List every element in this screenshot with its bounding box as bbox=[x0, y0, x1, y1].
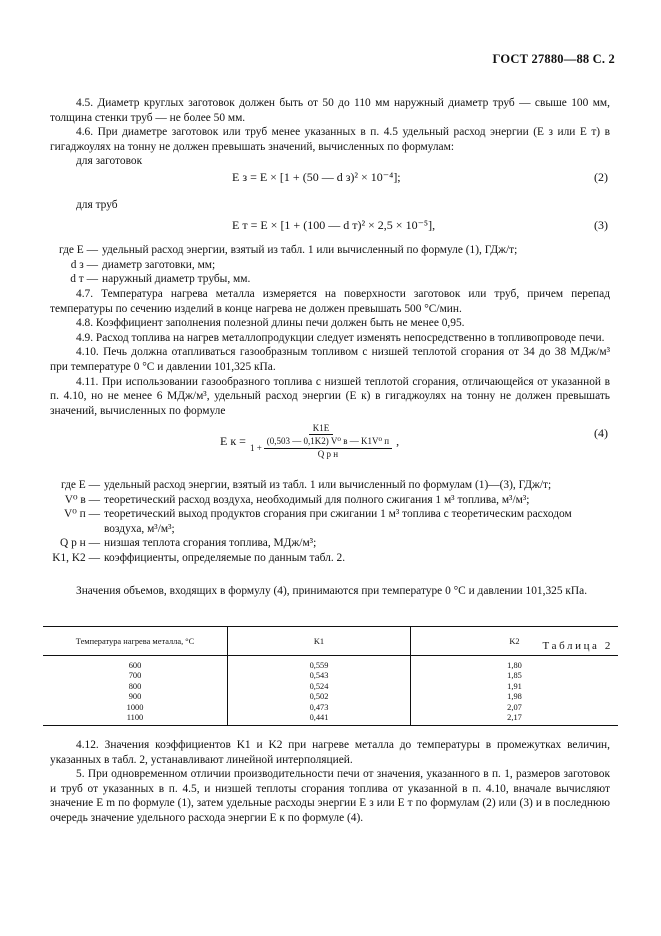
definition-row bbox=[50, 243, 610, 258]
column-header-k1: K1 bbox=[228, 627, 411, 656]
definition-key: V⁰ в — bbox=[64, 493, 100, 506]
definitions-1 bbox=[50, 243, 610, 287]
table-caption: Таблица 2 bbox=[542, 640, 613, 652]
formula-3: E т = E × [1 + (100 — d т)² × 2,5 × 10⁻⁵], bbox=[232, 218, 436, 232]
formula-4-comma: , bbox=[396, 433, 400, 448]
definition-text: теоретический выход продуктов сгорания при сжигании 1 м³ топлива с теоретическим расходом воздуха, м³/м³; bbox=[104, 508, 572, 535]
values-note-block bbox=[50, 584, 610, 599]
definition-text: теоретический расход воздуха, необходимый для полного сжигания 1 м³ топлива, м³/м³; bbox=[104, 493, 530, 506]
table-row bbox=[43, 713, 618, 726]
formula-4-inner-denominator: Q р н bbox=[317, 449, 339, 459]
definition-row bbox=[50, 493, 610, 508]
label-for-pipes-block bbox=[50, 198, 610, 213]
paragraph-4-7: 4.7. Температура нагрева металла измеряется на поверхности заготовок или труб, причем перепад температуры по сечению изделий в конце нагрева не должен превышать 500 °С/мин. bbox=[50, 288, 610, 315]
paragraph-5: 5. При одновременном отличии производительности печи от значения, указанного в п. 1, размеров заготовок и труб от указанных в п. 4.5, и низшей теплоты сгорания топлива от указанной в п. 4.10, вначале вычисляют значение E m по формуле (1), затем удельные расходы энергии E з или E т по формулам (2) или (3) и в последнюю очередь значение удельного расхода энергии E к по формуле (4). bbox=[50, 768, 610, 824]
definition-key: где E — bbox=[59, 244, 98, 256]
table-row bbox=[43, 671, 618, 681]
definition-key: где E — bbox=[61, 479, 100, 491]
definition-key: V⁰ п — bbox=[64, 508, 100, 521]
table-row bbox=[43, 692, 618, 702]
paragraphs-block-2 bbox=[50, 287, 610, 418]
table-row bbox=[43, 682, 618, 692]
label-for-pipes: для труб bbox=[76, 199, 118, 211]
cell-k2: 1,80 bbox=[411, 656, 619, 672]
cell-temperature: 800 bbox=[128, 681, 142, 691]
cell-k1: 0,543 bbox=[228, 671, 411, 681]
cell-temperature: 600 bbox=[128, 661, 142, 670]
definition-key: d з — bbox=[70, 258, 98, 271]
cell-k1: 0,473 bbox=[228, 703, 411, 713]
page-header: ГОСТ 27880—88 С. 2 bbox=[492, 52, 615, 66]
column-header-k2: K2 bbox=[411, 627, 619, 656]
definition-key: K1, K2 — bbox=[52, 551, 100, 564]
table-2 bbox=[43, 626, 618, 726]
formula-2: E з = E × [1 + (50 — d з)² × 10⁻⁴]; bbox=[232, 170, 401, 184]
definition-key: Q р н — bbox=[60, 537, 100, 550]
definition-row bbox=[50, 536, 610, 551]
paragraph-4-5: 4.5. Диаметр круглых заготовок должен быть от 50 до 110 мм наружный диаметр труб — свыше 100 мм, толщина стенки труб — не более 50 мм. bbox=[50, 97, 610, 124]
formula-4-number: (4) bbox=[594, 426, 608, 440]
formula-4-inner-fraction bbox=[264, 436, 392, 459]
formula-4-numerator: K1E bbox=[309, 423, 334, 435]
cell-k2: 1,98 bbox=[411, 692, 619, 702]
cell-k1: 0,559 bbox=[228, 656, 411, 672]
formula-4 bbox=[220, 423, 399, 459]
cell-k2: 1,85 bbox=[411, 671, 619, 681]
paragraph-4-8: 4.8. Коэффициент заполнения полезной длины печи должен быть не менее 0,95. bbox=[76, 317, 465, 330]
paragraph-4-9: 4.9. Расход топлива на нагрев металлопродукции следует изменять непосредственно в топливопроводе печи. bbox=[76, 331, 605, 344]
table-row bbox=[43, 656, 618, 672]
formula-2-number: (2) bbox=[594, 170, 608, 184]
definition-row bbox=[50, 272, 610, 287]
definition-text: удельный расход энергии, взятый из табл. 1 или вычисленный по формулам (1)—(3), ГДж/т; bbox=[104, 479, 552, 491]
formula-4-denominator bbox=[250, 435, 392, 459]
definition-text: удельный расход энергии, взятый из табл. 1 или вычисленный по формуле (1), ГДж/т; bbox=[102, 244, 518, 256]
definition-row bbox=[50, 507, 610, 536]
paragraph-4-12: 4.12. Значения коэффициентов K1 и K2 при нагреве металла до температуры в промежутках величин, указанных в табл. 2, устанавливают линейной интерполяцией. bbox=[50, 739, 610, 766]
cell-k2: 1,91 bbox=[411, 682, 619, 692]
cell-temperature: 700 bbox=[128, 671, 142, 681]
definition-row bbox=[50, 478, 610, 493]
definition-text: низшая теплота сгорания топлива, МДж/м³; bbox=[104, 537, 317, 550]
paragraph-4-11: 4.11. При использовании газообразного топлива с низшей теплотой сгорания, отличающейся от указанной в п. 4.10, но не менее 6 МДж/м³, удельный расход энергии (E к) в гигаджоулях на тонну не должен превышать значений, вычисленных по формуле bbox=[50, 375, 610, 417]
label-for-billets: для заготовок bbox=[76, 155, 143, 168]
definition-text: диаметр заготовки, мм; bbox=[102, 258, 216, 271]
cell-k1: 0,502 bbox=[228, 692, 411, 702]
definitions-2 bbox=[50, 478, 610, 566]
table-header-row bbox=[43, 627, 618, 656]
formula-3-number: (3) bbox=[594, 218, 608, 232]
cell-k1: 0,524 bbox=[228, 682, 411, 692]
definition-row bbox=[50, 551, 610, 566]
cell-temperature: 900 bbox=[128, 692, 142, 702]
paragraph-4-10: 4.10. Печь должна отапливаться газообразным топливом с низшей теплотой сгорания от 34 до 38 МДж/м³ при температуре 0 °С и давлении 101,325 кПа. bbox=[50, 346, 610, 373]
definition-key: d т — bbox=[70, 273, 98, 286]
column-header-temperature: Температура нагрева металла, °С bbox=[43, 627, 228, 656]
cell-k2: 2,07 bbox=[411, 703, 619, 713]
formula-4-fraction bbox=[250, 423, 392, 459]
paragraph-4-6: 4.6. При диаметре заготовок или труб менее указанных в п. 4.5 удельный расход энергии (E з или E т) в гигаджоулях на тонну не должен превышать значений, вычисленных по формулам: bbox=[50, 126, 610, 153]
formula-4-inner-numerator: (0,503 — 0,1K2) V⁰ в — K1V⁰ п bbox=[264, 436, 392, 449]
cell-temperature: 1000 bbox=[126, 702, 144, 712]
cell-temperature: 1100 bbox=[43, 713, 228, 726]
paragraphs-block-3 bbox=[50, 738, 610, 826]
cell-k2: 2,17 bbox=[411, 713, 619, 726]
definition-text: наружный диаметр трубы, мм. bbox=[102, 273, 251, 286]
cell-k1: 0,441 bbox=[228, 713, 411, 726]
formula-4-one-plus: 1 + bbox=[249, 442, 262, 453]
formula-4-left: E к = bbox=[220, 433, 246, 448]
definition-row bbox=[50, 258, 610, 273]
definition-text: коэффициенты, определяемые по данным табл. 2. bbox=[104, 551, 346, 564]
table-row bbox=[43, 703, 618, 713]
values-note: Значения объемов, входящих в формулу (4), принимаются при температуре 0 °С и давлении 101,325 кПа. bbox=[76, 585, 588, 597]
paragraphs-block-1 bbox=[50, 96, 610, 169]
